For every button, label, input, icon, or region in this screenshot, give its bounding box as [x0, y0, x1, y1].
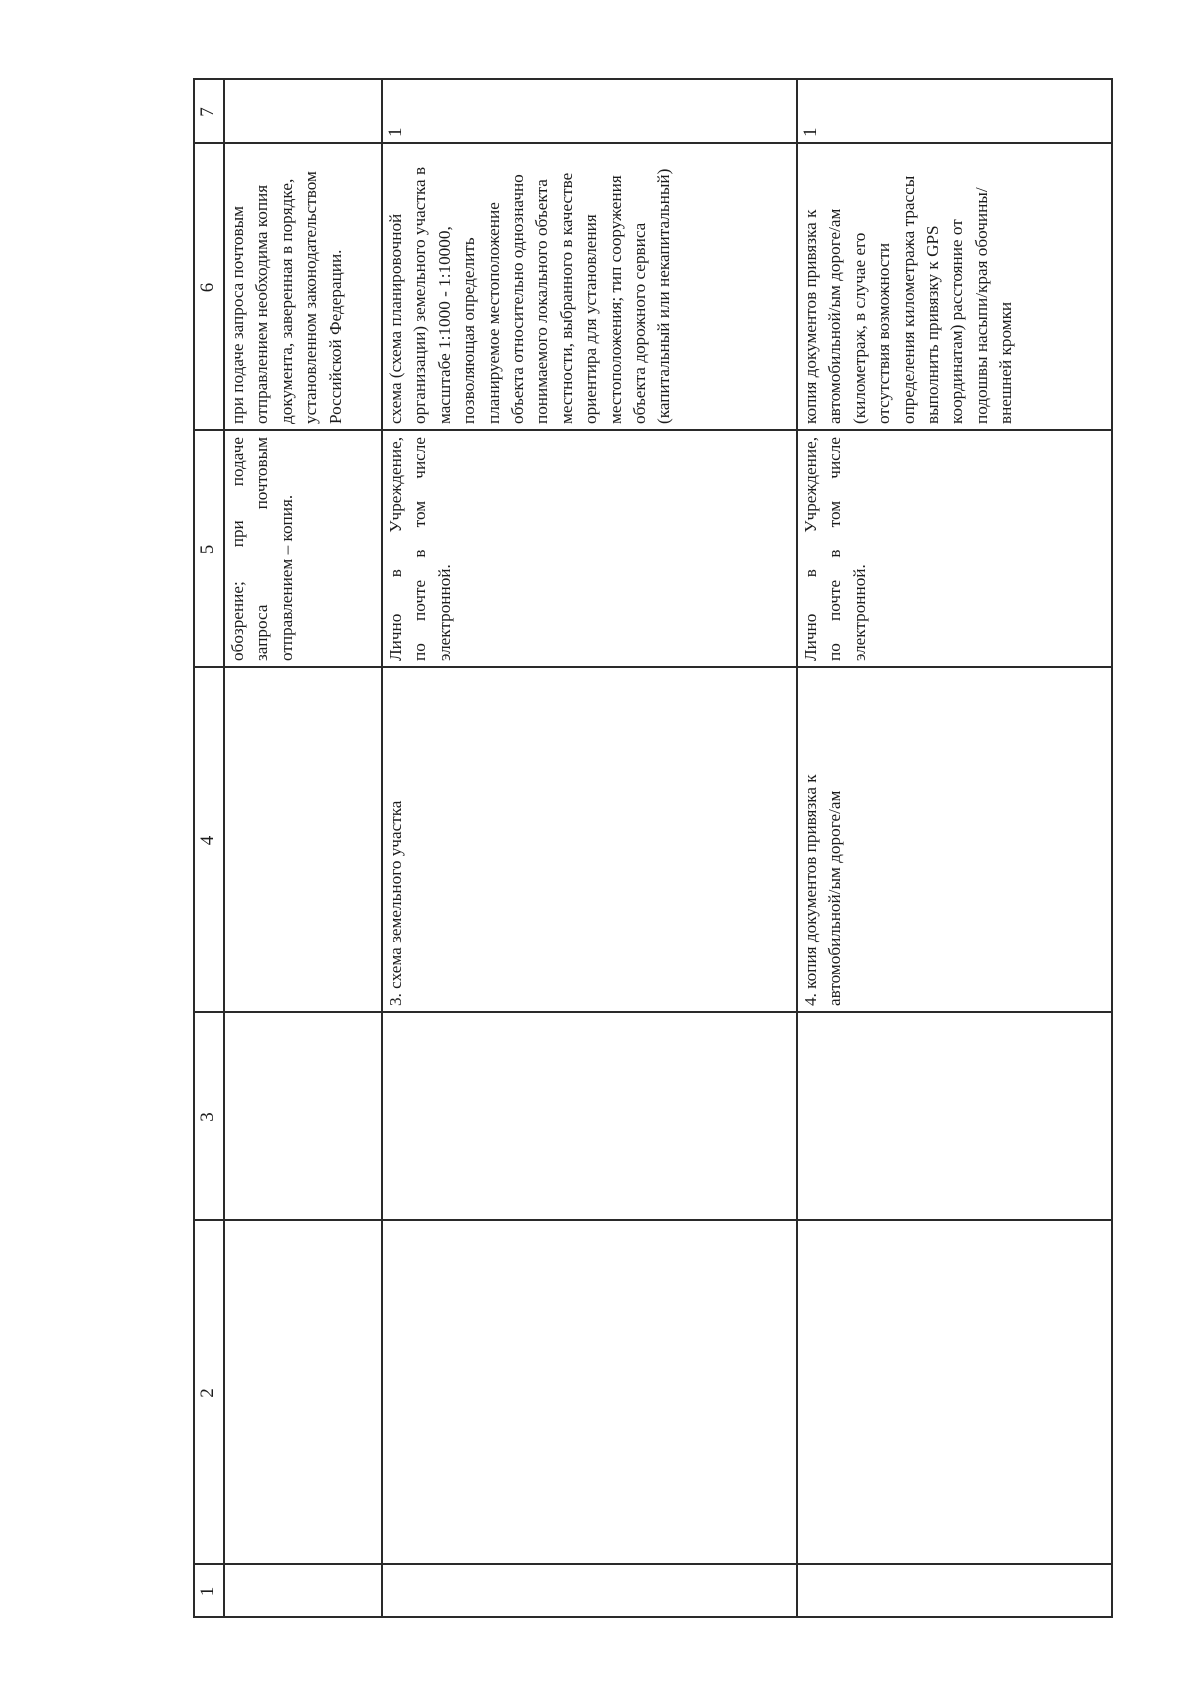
- table-border-bottom: [1111, 78, 1113, 1618]
- row-1-col5-line-1: обозрение; при подаче: [228, 437, 247, 661]
- row-2-document-name: 3. схема земельного участка: [386, 800, 405, 1006]
- row-3-submission-method: [797, 431, 1111, 668]
- row-3-col5-line-3: электронной.: [849, 564, 869, 661]
- row-1-col5-line-2: запроса почтовым: [252, 437, 272, 661]
- header-col-2: 2: [197, 1388, 218, 1398]
- row-3-document-name: 4. копия документов привязка к автомобильной/ым дороге/ам: [801, 774, 845, 1006]
- header-col-1: 1: [197, 1586, 218, 1597]
- row-1-count: [224, 80, 381, 144]
- row-2-requirements: схема (схема планировочной организации) земельного участка в масштабе 1:1000 - 1:10000, позволяющая определить планируемое местоположение объекта относительно однозначно понимаемого локального объекта местности, выбранного в качестве ориентира для установления местоположения; тип сооружения объекта дорожного сервиса (капитальный или некапитальный): [386, 166, 674, 424]
- row-2-col5-line-1: Лично в Учреждение,: [386, 437, 405, 661]
- row-3-count: 1: [800, 127, 821, 137]
- col-divider-1: [193, 1564, 1113, 1566]
- header-col-4: 4: [197, 835, 218, 846]
- row-2-col5-line-3: электронной.: [434, 564, 454, 661]
- header-col-6: 6: [197, 282, 218, 293]
- row-1-col5-line-3: отправлением – копия.: [276, 494, 296, 661]
- row-1-submission-method: [224, 431, 381, 668]
- header-col-7: 7: [197, 107, 218, 117]
- row-1-requirements: при подаче запроса почтовым отправлением необходима копия документа, заверенная в порядке, установленном законодательством Российской Федерации.: [228, 171, 345, 424]
- col-divider-2: [193, 1220, 1113, 1222]
- header-col-3: 3: [197, 1112, 218, 1122]
- rotated-table-page: [193, 78, 1113, 1618]
- row-3-col5-line-2: по почте в том числе: [825, 437, 845, 661]
- row-2-count: 1: [385, 127, 406, 137]
- row-3-col5-line-1: Лично в Учреждение,: [801, 437, 820, 661]
- table-border-left: [193, 1617, 1113, 1619]
- row-2-submission-method: [382, 431, 796, 668]
- row-3-requirements: копия документов привязка к автомобильной/ым дороге/ам (километраж, в случае его отсутствия возможности определения километража трассы выполнить привязку к GPS координатам) расстояние от подошвы насыпи/края обочины/внешней кромки: [801, 175, 1016, 424]
- header-col-5: 5: [197, 544, 218, 555]
- row-2-col5-line-2: по почте в том числе: [410, 437, 430, 661]
